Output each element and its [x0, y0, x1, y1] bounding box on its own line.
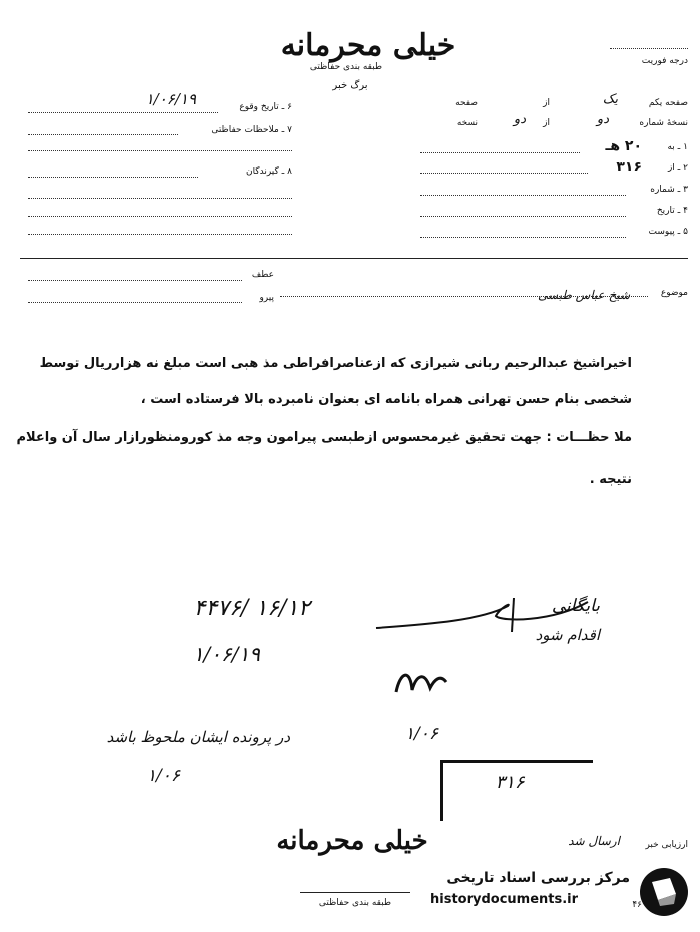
subject-value: شیخ عباس طبسی [537, 288, 630, 302]
ref-dots [28, 280, 242, 281]
priority-label: درجه فوریت [641, 56, 688, 66]
security-notes-dots-2 [28, 150, 292, 151]
page-from-label: از [543, 98, 550, 108]
form-label: برگ خبر [332, 80, 368, 91]
document-title: خیلی محرمانه [280, 28, 456, 63]
body-line-4: نتیجه . [589, 472, 632, 487]
page-total-label: صفحه [455, 98, 478, 108]
evaluation-label: ارزیابی خبر [645, 840, 688, 850]
copy-from-label: از [543, 118, 550, 128]
to-dots [420, 152, 580, 153]
copy-label: نسخهٔ شماره [639, 118, 688, 128]
footer-title: خیلی محرمانه [276, 826, 428, 856]
footer-line [300, 892, 410, 893]
watermark-logo-icon [640, 868, 688, 916]
page-label: صفحه یکم [648, 98, 688, 108]
footer-classification: طبقه بندی حفاظتی [318, 898, 392, 908]
body-line-2: شخصی بنام حسن تهرانی همراه بانامه ای بعنوان نامبرده بالا فرستاده است ، [140, 392, 632, 407]
copy-total-label: نسخه [456, 118, 478, 128]
initials-signature [390, 662, 450, 702]
handwritten-date: ۱/۰۶/۱۹ [192, 642, 260, 666]
ref-label: عطف [251, 270, 274, 280]
security-notes-dots [28, 134, 178, 135]
handwritten-note-right: اقدام شود [535, 626, 600, 644]
from-dots [420, 173, 588, 174]
recipients-dots-4 [28, 234, 292, 235]
follow-label: پیرو [259, 293, 274, 303]
subject-dots [280, 296, 648, 297]
date-event-dots [28, 112, 218, 113]
header-separator [20, 258, 688, 259]
from-value: ۳۱۶ [616, 159, 642, 175]
attachment-label: ۵ ـ پیوست [648, 227, 688, 237]
attachment-dots [420, 237, 626, 238]
recipients-dots-3 [28, 216, 292, 217]
number-label: ۳ ـ شماره [650, 185, 688, 195]
copy-value: دو [596, 112, 609, 127]
page-value: یک [602, 92, 618, 107]
number-dots [420, 195, 626, 196]
handwritten-note-left: در پرونده ایشان ملحوظ باشد [106, 728, 290, 746]
date-label: ۴ ـ تاریخ [656, 206, 688, 216]
body-line-3: ملا حظـــات : جهت تحقیق غیرمحسوس ازطبسی پیرامون وجه مذ کورومنظورازار سال آن واعلام [16, 430, 632, 445]
date-dots [420, 216, 626, 217]
subject-label: موضوع [660, 288, 688, 298]
handwritten-date-left: ۱/۰۶ [146, 766, 180, 786]
watermark-url: historydocuments.ir [430, 892, 579, 907]
date-event-label: ۶ ـ تاریخ وقوع [239, 102, 292, 112]
handwritten-number: ۱۶/۱۲ /۴۴۷۶ [193, 596, 310, 621]
body-line-1: اخیراشیخ عبدالرحیم ربانی شیرازی که ازعناصرافراطی مذ هبی است مبلغ نه هزارریال توسط [39, 356, 632, 371]
copy-total-value: دو [513, 112, 526, 127]
evaluation-note: ارسال شد [568, 834, 620, 848]
from-label: ۲ ـ از [667, 163, 688, 173]
watermark-name: مرکز بررسی اسناد تاریخی [446, 870, 630, 886]
security-notes-label: ۷ ـ ملاحظات حفاظتی [211, 125, 292, 135]
recipients-dots-2 [28, 198, 292, 199]
handwritten-sign-top: بایگانی [551, 596, 600, 616]
follow-dots [28, 302, 242, 303]
recipients-dots [28, 177, 198, 178]
handwritten-date-right: ۱/۰۶ [404, 724, 438, 744]
to-label: ۱ ـ به [667, 142, 688, 152]
stamp-number: ۳۱۶ [495, 772, 525, 793]
to-value: ۲۰ هـ [605, 138, 642, 154]
classification-label: طبقه بندی حفاظتی [309, 62, 383, 72]
recipients-label: ۸ ـ گیرندگان [245, 167, 292, 177]
date-event-value: ۱/۰۶/۱۹ [145, 90, 196, 108]
priority-dots [610, 48, 688, 49]
form-code: ۴۶ [632, 900, 642, 910]
